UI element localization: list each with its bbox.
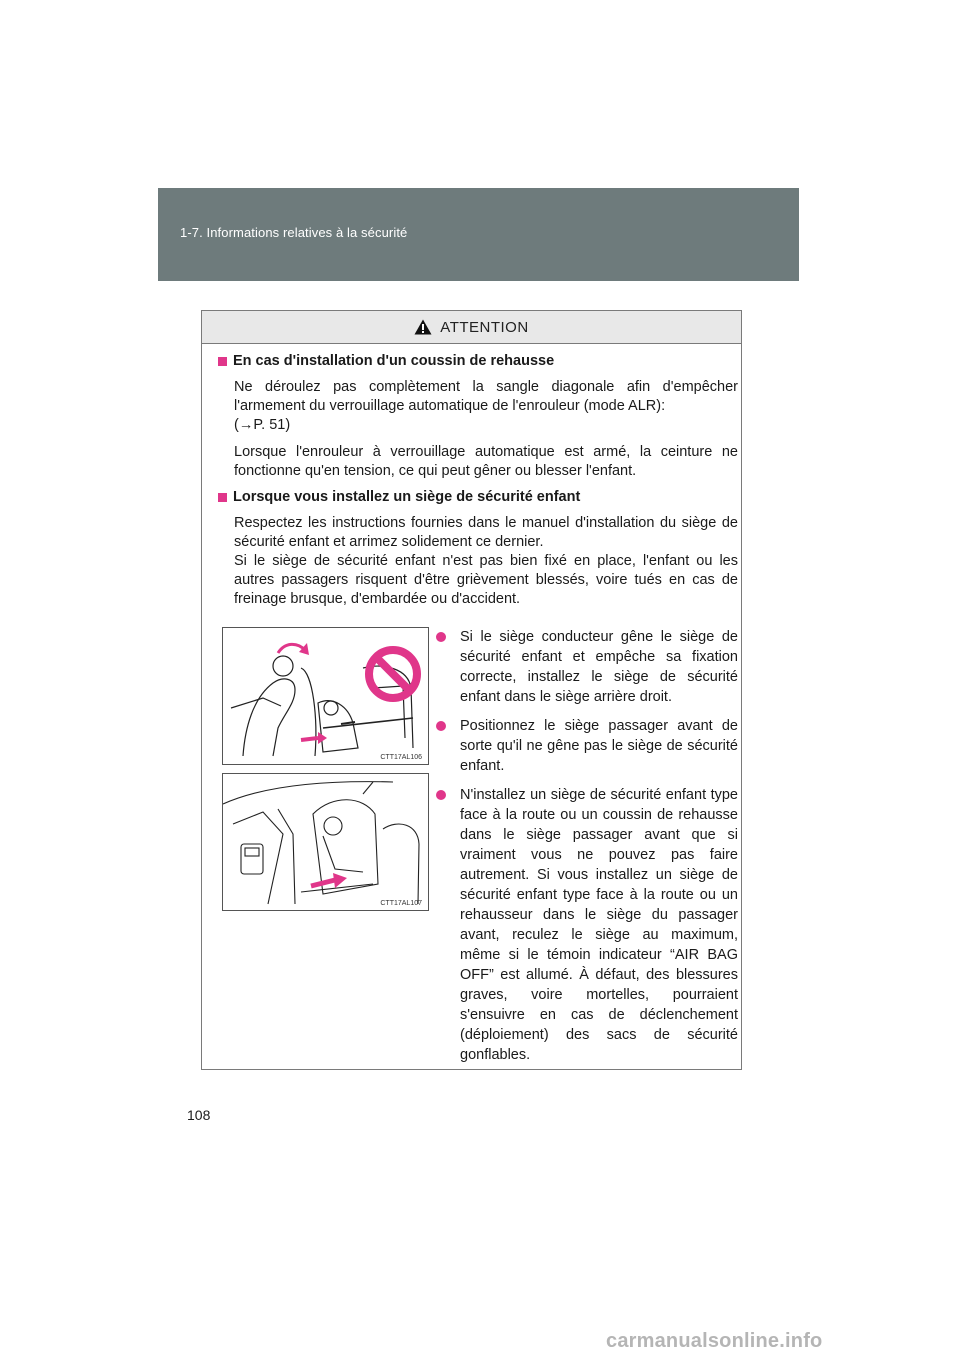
bullet-text: N'installez un siège de sécurité enfant type face à la route ou un coussin de rehausse dans le siège passager avant que si vraiment vous ne pouvez pas faire autrement. Si vous installez un siège de sécurité enfant type face à la route ou un rehausseur dans le siège du passager avant, reculez le siège au maximum, même si le témoin indicateur “AIR BAG OFF” est allumé. À défaut, des blessures graves, voire mortelles, pourraient s'ensuivre en cas de déclenchement (déploiement) des sacs de sécurité gonflables. <box>460 787 738 1063</box>
attention-box <box>201 310 742 1070</box>
round-bullet-icon <box>436 632 446 642</box>
bullet-text: Positionnez le siège passager avant de sorte qu'il ne gêne pas le siège de sécurité enfant. <box>460 718 738 774</box>
list-item <box>436 716 738 776</box>
paragraph: Lorsque l'enrouleur à verrouillage automatique est armé, la ceinture ne fonctionne qu'en tension, ce qui peut gêner ou blesser l'enfant. <box>234 444 738 479</box>
attention-title: ATTENTION <box>440 318 529 336</box>
round-bullet-icon <box>436 790 446 800</box>
paragraph: Si le siège de sécurité enfant n'est pas bien fixé en place, l'enfant ou les autres passagers risquent d'être grièvement blessés, voire tués en cas de freinage brusque, d'embardée ou d'accident. <box>234 553 738 607</box>
child-seat-rear-illustration <box>223 628 428 764</box>
item-heading <box>218 489 738 505</box>
section-header-band <box>158 188 799 281</box>
figure-label: CTT17AL107 <box>380 900 422 907</box>
watermark: carmanualsonline.info <box>606 1330 823 1352</box>
page-reference: (→P. 51) <box>234 417 291 433</box>
list-item <box>436 785 738 1065</box>
square-bullet-icon <box>218 357 227 366</box>
child-seat-front-illustration <box>223 774 428 910</box>
paragraph: Ne déroulez pas complètement la sangle diagonale afin d'empêcher l'armement du verrouillage automatique de l'enrouleur (mode ALR): <box>234 379 738 414</box>
paragraph: Respectez les instructions fournies dans le manuel d'installation du siège de sécurité enfant et arrimez solidement ce dernier. <box>234 515 738 550</box>
bullet-list <box>436 627 738 1074</box>
page-number: 108 <box>187 1107 211 1123</box>
item-heading-text: Lorsque vous installez un siège de sécurité enfant <box>233 489 581 505</box>
round-bullet-icon <box>436 721 446 731</box>
figure-child-seat-front <box>222 773 429 911</box>
list-item <box>436 627 738 707</box>
section-title: 1-7. Informations relatives à la sécurité <box>180 225 408 240</box>
attention-content <box>218 353 738 617</box>
square-bullet-icon <box>218 493 227 502</box>
attention-header <box>202 311 741 344</box>
figure-label: CTT17AL106 <box>380 754 422 761</box>
item-heading-text: En cas d'installation d'un coussin de rehausse <box>233 353 555 369</box>
bullet-text: Si le siège conducteur gêne le siège de sécurité enfant et empêche sa fixation correcte, installez le siège de sécurité enfant dans le siège arrière droit. <box>460 629 738 705</box>
warning-triangle-icon <box>414 319 432 335</box>
item-heading <box>218 353 738 369</box>
figure-child-seat-rear <box>222 627 429 765</box>
